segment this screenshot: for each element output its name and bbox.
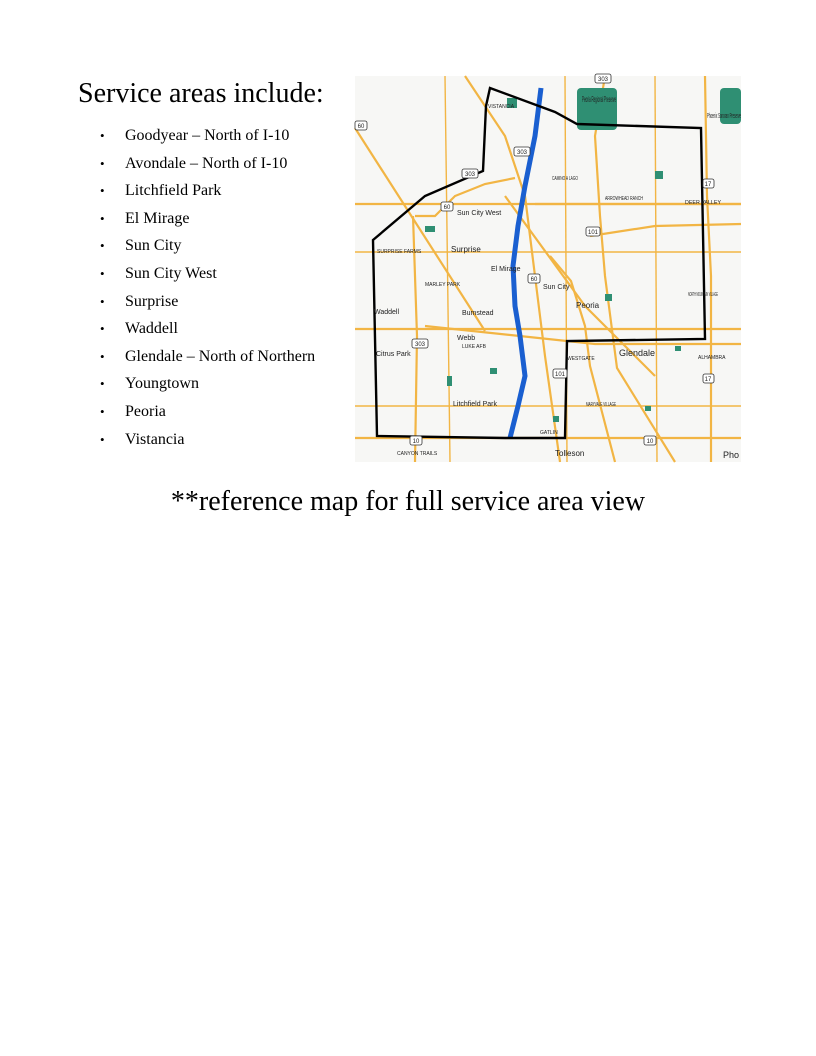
service-area-label: Waddell xyxy=(125,320,178,338)
shield-10-west: 10 xyxy=(412,439,420,445)
shield-101-south: 101 xyxy=(554,372,566,378)
service-area-label: Vistancia xyxy=(125,430,185,448)
bullet-icon: • xyxy=(100,321,105,337)
service-area-item xyxy=(100,150,315,178)
label-camino-a-lago: CAMINO A LAGO xyxy=(552,176,579,182)
bullet-icon: • xyxy=(100,376,105,392)
bullet-icon: • xyxy=(100,155,105,171)
label-peoria: Peoria xyxy=(576,301,600,310)
service-areas-list xyxy=(100,122,315,453)
service-area-label: Sun City West xyxy=(125,264,217,282)
service-area-label: Surprise xyxy=(125,292,179,310)
service-area-item xyxy=(100,288,315,316)
label-westgate: WESTGATE xyxy=(567,356,595,362)
label-phoenix: Pho xyxy=(723,450,740,460)
service-area-label: Peoria xyxy=(125,402,166,420)
service-area-map xyxy=(355,76,741,462)
label-bumstead: Bumstead xyxy=(462,310,494,317)
bullet-icon: • xyxy=(100,348,105,364)
label-el-mirage: El Mirage xyxy=(491,266,521,273)
label-north-mountain-village: NORTH MOUNTAIN VILLAGE xyxy=(688,292,719,298)
label-surprise-farms: SURPRISE FARMS xyxy=(377,249,422,255)
shield-17-north: 17 xyxy=(704,182,712,188)
map-reference-note: **reference map for full service area view xyxy=(170,486,646,517)
bullet-icon: • xyxy=(100,128,105,143)
shield-303-north: 303 xyxy=(597,77,609,83)
shield-60-west: 60 xyxy=(357,124,365,130)
label-vistancia: VISTANCIA xyxy=(488,104,515,110)
service-area-label: Litchfield Park xyxy=(125,182,222,200)
service-area-label: Glendale – North of Northern xyxy=(125,347,316,365)
shield-60-east: 60 xyxy=(530,277,538,283)
map-roads xyxy=(355,76,741,462)
service-area-item xyxy=(100,370,315,398)
label-canyon-trails: CANYON TRAILS xyxy=(397,451,438,457)
label-waddell: Waddell xyxy=(374,309,400,316)
service-area-item xyxy=(100,426,315,454)
bullet-icon: • xyxy=(100,210,105,226)
shield-303-west: 303 xyxy=(464,172,476,178)
label-phoenix-sonoran: Phoenix Sonoran Preserve xyxy=(707,113,742,120)
service-area-label: Avondale – North of I-10 xyxy=(125,154,288,172)
bullet-icon: • xyxy=(100,238,105,254)
shield-101-north: 101 xyxy=(587,230,599,236)
service-area-item xyxy=(100,343,315,371)
bullet-icon: • xyxy=(100,403,105,419)
label-peoria-regional: Peoria Regional Preserve xyxy=(582,95,617,104)
label-gatlin: GATLIN xyxy=(540,430,558,436)
service-area-label: Youngtown xyxy=(125,375,199,393)
shield-303-mid: 303 xyxy=(516,150,528,156)
label-deer-valley: DEER VALLEY xyxy=(685,200,722,206)
label-tolleson: Tolleson xyxy=(555,449,585,458)
service-area-label: El Mirage xyxy=(125,209,190,227)
shield-60-mid: 60 xyxy=(443,205,451,211)
service-area-item xyxy=(100,205,315,233)
bullet-icon: • xyxy=(100,183,105,199)
label-webb: Webb xyxy=(457,335,476,342)
bullet-icon: • xyxy=(100,431,105,447)
label-sun-city: Sun City xyxy=(543,284,570,291)
service-area-item xyxy=(100,315,315,343)
label-glendale: Glendale xyxy=(619,348,656,358)
map-river xyxy=(510,88,541,438)
map-labels xyxy=(374,95,741,460)
label-arrowhead-ranch: ARROWHEAD RANCH xyxy=(605,196,644,202)
service-area-item xyxy=(100,260,315,288)
service-area-item xyxy=(100,232,315,260)
map-parks xyxy=(425,88,741,422)
label-alhambra: ALHAMBRA xyxy=(698,355,726,361)
page-heading: Service areas include: xyxy=(78,78,324,109)
shield-17-south: 17 xyxy=(704,377,712,383)
service-area-label: Sun City xyxy=(125,237,182,255)
service-area-item xyxy=(100,398,315,426)
service-area-label: Goodyear – North of I-10 xyxy=(125,127,290,144)
service-area-item xyxy=(100,122,315,150)
label-luke-afb: LUKE AFB xyxy=(462,344,486,350)
bullet-icon: • xyxy=(100,265,105,281)
label-sun-city-west: Sun City West xyxy=(457,210,502,217)
label-marley-park: MARLEY PARK xyxy=(425,282,461,288)
bullet-icon: • xyxy=(100,293,105,309)
shield-303-south: 303 xyxy=(414,342,426,348)
service-area-item xyxy=(100,177,315,205)
shield-10-east: 10 xyxy=(646,439,654,445)
label-maryvale-village: MARYVALE VILLAGE xyxy=(586,402,617,408)
label-surprise: Surprise xyxy=(451,245,481,254)
label-citrus-park: Citrus Park xyxy=(376,351,411,358)
label-litchfield-park: Litchfield Park xyxy=(453,401,497,408)
